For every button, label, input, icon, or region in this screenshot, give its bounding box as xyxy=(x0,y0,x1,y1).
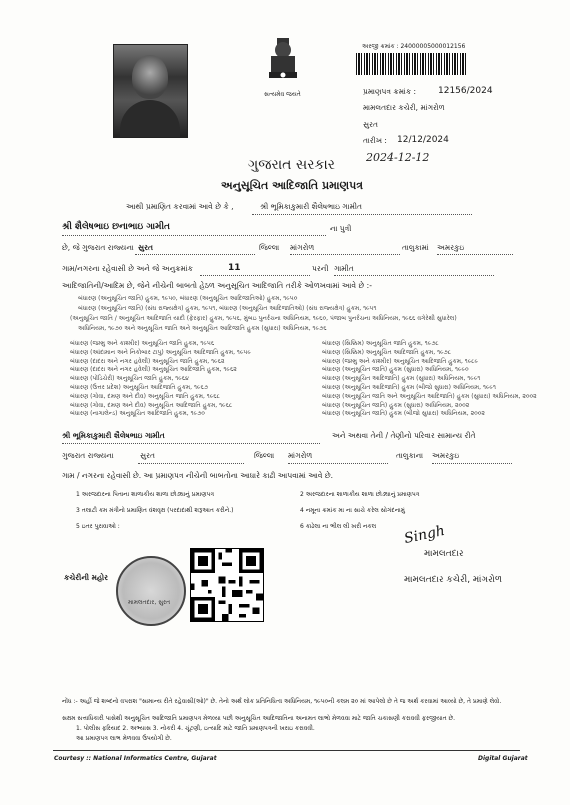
document-title: અનુસૂચિત આદિજાતિ પ્રમાણપત્ર xyxy=(221,179,364,192)
order-right: બંધારણ (સિક્કિમ) અનુસૂચિત આદિજાતિ હુકમ, ૧૯૭૮ xyxy=(322,348,452,356)
order-left: બંધારણ (દાદરા અને નગર હવેલી) અનુસૂચિત જાતિ હુકમ, ૧૯૬૨ xyxy=(70,357,225,365)
basis-item-1: 1 અરજદારના પિતાના શાળાકીય શાળા છોડ્યાનું પ્રમાણપત્ર xyxy=(76,491,215,498)
issuer-line: મામલતદાર કચેરી, માંગરોળ xyxy=(363,103,445,112)
order-full-4: અધિનિયમ, ૧૯૭૦ અને અનુસૂચિત જાતિ અને અનુસૂચિત આદિજાતિ હુકમ (સુધારા) અધિનિયમ, ૧૯૭૬ xyxy=(78,325,327,332)
applicant-name: શ્રી ભૂમિકાકુમારી શૈલેષભાઇ ગામીત xyxy=(260,202,363,211)
office-seal-icon xyxy=(116,556,186,626)
taluka2-label: જિલ્લા xyxy=(254,451,275,460)
barcode xyxy=(356,53,466,75)
order-right: બંધારણ (અનુસૂચિત જાતિ) હુકમ (સુધારા) અધિનિયમ, ૨૦૦૨ xyxy=(322,401,470,409)
certificate-date: 12/12/2024 xyxy=(397,135,449,145)
place: સુરત xyxy=(363,120,378,129)
order-left: બંધારણ (ગોવા, દમણ અને દીવ) અનુસૂચિત આદિજાતિ હુકમ, ૧૯૬૮ xyxy=(70,401,233,409)
entry-label: ગામ/નગરના રહેવાસી છે અને જે અનુક્રમાંક xyxy=(62,264,193,273)
qr-code-icon xyxy=(190,548,264,622)
office-seal-label: કચેરીની મહોર xyxy=(64,573,109,582)
order-full-2: બંધારણ (અનુસૂચિત જાતિ) (સંઘ રાજ્યક્ષેત્ર) હુકમ, ૧૯૫૧, બંધારણ (અનુસૂચિત આદિજાતિઓ) (સંઘ રાજ્યક્ષેત્ર) હુકમ, ૧૯૫૧ xyxy=(78,305,377,312)
applicant-photo xyxy=(113,44,188,138)
family-line: અને અથવા તેની / તેણીનો પરિવાર સામાન્ય રીતે xyxy=(332,431,476,440)
order-right: બંધારણ (અનુસૂચિત આદિજાતિ) હુકમ (બીજો સુધારા) અધિનિયમ, ૧૯૯૧ xyxy=(322,383,496,391)
caste-value: ગામીત xyxy=(334,264,354,273)
seal-inner-text: મામલતદાર, સુરત xyxy=(128,599,171,606)
applicant-name-repeat: શ્રી ભૂમિકાકુમારી શૈલેષભાઇ ગામીત xyxy=(62,431,165,440)
note-3: 1. પોલીસ ફરિયાદ 2. અભ્યાસ 3. નોકરી 4. ચૂંટણી, ઇત્યાદિ માટે જાતિ પ્રમાણપત્રની ખરાઇ કરાવવી. xyxy=(76,725,315,732)
basis-item-6: 6 કાઢેલા ના ભીલ લી ખરી નકલ xyxy=(300,523,377,530)
notify-line: આદિજાતિની/આદિમ છે, જેને નીચેની બાબતો હેઠળ અનુસૂચિત આદિજાતિ તરીકે ઓળખવામાં આવે છે :- xyxy=(62,281,372,290)
order-right: બંધારણ (અનુસૂચિત જાતિ) હુકમ (સુધારા) અધિનિયમ, ૧૯૯૦ xyxy=(322,366,469,374)
order-right: બંધારણ (અનુસૂચિત જાતિ) હુકમ (બીજો સુધારા) અધિનિયમ, ૨૦૦૨ xyxy=(322,410,485,418)
emblem-caption: સત્યમેવ જયતે xyxy=(264,91,301,98)
officer-designation: મામલતદાર xyxy=(424,549,464,559)
application-number: અરજી ક્રમાંક : 24000005000012156 xyxy=(362,43,466,50)
order-right: બંધારણ (અનુસૂચિત આદિજાતિ) હુકમ (સુધારા) અધિનિયમ, ૧૯૯૧ xyxy=(322,375,481,383)
note-4: આ પ્રમાણપત્ર લાભ મેળવવા ઉપયોગી છે. xyxy=(76,735,172,742)
village-label: તાલુકામાં xyxy=(402,243,429,252)
village2-value: અમરકુઇ xyxy=(432,451,460,460)
handwritten-date: 2024-12-12 xyxy=(366,151,430,164)
relation: ના પુત્રી xyxy=(330,224,352,233)
certify-line: આથી પ્રમાણિત કરવામાં આવે છે કે , xyxy=(126,202,234,211)
residence-line: ગામ / નગરના રહેવાસી છે. આ પ્રમાણપત્ર નીચેની બાબતોના આધારે કાઢી આપવામાં આવે છે. xyxy=(62,471,333,480)
basis-item-5: 5 ઇતર પુરાવાઓ : xyxy=(76,523,120,530)
note-1: નોંધ :- અહીં જે શબ્દનો વપરાશ "સામાન્ય રીતે રહેવાસી(ઓ)" છે. તેનો અર્થ લોક પ્રતિનિધિત્વ અધિનિયમ, ૧૯૫૦ની કલમ ૨૦ માં આપેલો છે તે જ અર્થ કરવામાં આવ્યો છે, તે પ્રમાણે લેવો. xyxy=(62,698,502,705)
taluka-value: માંગરોળ xyxy=(290,243,315,252)
officer-office: મામલતદાર કચેરી, માંગરોળ xyxy=(404,575,502,585)
caste-label: પરની xyxy=(312,264,329,273)
order-left: બંધારણ (જમ્મુ અને કાશ્મીર) અનુસૂચિત જાતિ હુકમ, ૧૯૫૬ xyxy=(70,340,215,347)
taluka-label: જિલ્લા xyxy=(259,243,280,252)
orders-left-list xyxy=(70,341,290,420)
order-left: બંધારણ (દાદરા અને નગર હવેલી) અનુસૂચિત આદિજાતિ હુકમ, ૧૯૬૨ xyxy=(70,366,237,374)
government-title: ગુજરાત સરકાર xyxy=(248,157,335,173)
village-value: અમરકુઇ xyxy=(437,243,465,252)
date-label: તારીખ : xyxy=(363,136,387,145)
order-right: બંધારણ (જમ્મુ અને કાશ્મીર) અનુસૂચિત આદિજાતિ હુકમ, ૧૯૮૯ xyxy=(322,357,479,365)
orders-right-list xyxy=(322,340,537,420)
footer-right: Digital Gujarat xyxy=(478,755,528,762)
order-left: બંધારણ (પોંડિચેરી) અનુસૂચિત જાતિ હુકમ, ૧૯૬૪ xyxy=(70,375,189,383)
district-value: સુરત xyxy=(138,243,153,252)
father-name: શ્રી શૈલેષભાઇ છનાભાઇ ગામીત xyxy=(62,222,171,232)
footer-divider xyxy=(53,750,520,751)
state2: ગુજરાત રાજ્યના xyxy=(62,451,114,460)
village2-label: તાલુકાના xyxy=(396,451,424,460)
order-full-1: બંધારણ (અનુસૂચિત જાતિ) હુકમ, ૧૯૫૦, બંધારણ (અનુસૂચિત આદિજાતિઓ) હુકમ, ૧૯૫૦ xyxy=(78,295,298,302)
certificate-number-label: પ્રમાણપત્ર ક્રમાંક : xyxy=(363,87,417,96)
order-left: બંધારણ (આંદામાન અને નિકોબાર ટાપુ) અનુસૂચિત આદિજાતિ હુકમ, ૧૯૫૯ xyxy=(70,348,251,356)
order-right: બંધારણ (અનુસૂચિત જાતિ અને અનુસૂચિત આદિજાતિ) હુકમ (સુધારા) અધિનિયમ, ૨૦૦૨ xyxy=(322,392,537,400)
basis-item-2: 2 અરજદારના શાળાકીય શાળા છોડ્યાનું પ્રમાણપત્ર xyxy=(300,491,420,498)
taluka2-value: માંગરોળ xyxy=(288,451,313,460)
certificate-number: 12156/2024 xyxy=(438,86,493,96)
order-left: બંધારણ (ગોવા, દમણ અને દીવ) અનુસૂચિત જાતિ હુકમ, ૧૯૬૮ xyxy=(70,392,220,400)
order-right: બંધારણ (સિક્કિમ) અનુસૂચિત જાતિ હુકમ, ૧૯૭૮ xyxy=(322,340,439,347)
basis-item-3: 3 તલાટી કમ મંત્રીનો પ્રમાણિત વંશવૃક્ષ (પરદાદાથી શરૂઆત કરીને.) xyxy=(76,507,234,514)
order-full-3: (અનુસૂચિત જાતિ / અનુસૂચિત આદિજાતિ યાદી (ફેરફાર) હુકમ, ૧૯૫૬, મુંબઇ પુનર્રચના અધિનિયમ, ૧૯૬૦, પંજાબ પુનર્રચના અધિનિયમ, ૧૯૬૬ વગેરેથી સુધારેલ) xyxy=(70,315,457,322)
ashoka-emblem-icon xyxy=(263,36,303,92)
officer-signature: Singh xyxy=(402,522,447,548)
note-2: સક્ષમ સત્તાધિકારી પાસેથી અનુસૂચિત આદિજાતિ પ્રમાણપત્ર મેળવ્યા પછી અનુસૂચિત આદિજાતિના અનામત લાભો મેળવવા માટે જાતિ ચકાસણી કરાવવી ફરજીયાત છે. xyxy=(62,715,456,722)
order-left: બંધારણ (ઉત્તર પ્રદેશ) અનુસૂચિત આદિજાતિ હુકમ, ૧૯૬૭ xyxy=(70,383,208,391)
basis-item-4: 4 નમૂના ક્રમાંક મા ના સાચે કરેલ સોગંદનામું xyxy=(300,507,405,514)
state-label: છે, જે ગુજરાત રાજ્યના xyxy=(62,243,134,252)
order-left: બંધારણ (નાગાલેન્ડ) અનુસૂચિત આદિજાતિ હુકમ, ૧૯૭૦ xyxy=(70,410,205,418)
footer-left: Courtesy :: National Informatics Centre, Gujarat xyxy=(54,755,217,762)
entry-number: 11 xyxy=(228,263,241,273)
district2-value: સુરત xyxy=(140,451,155,460)
